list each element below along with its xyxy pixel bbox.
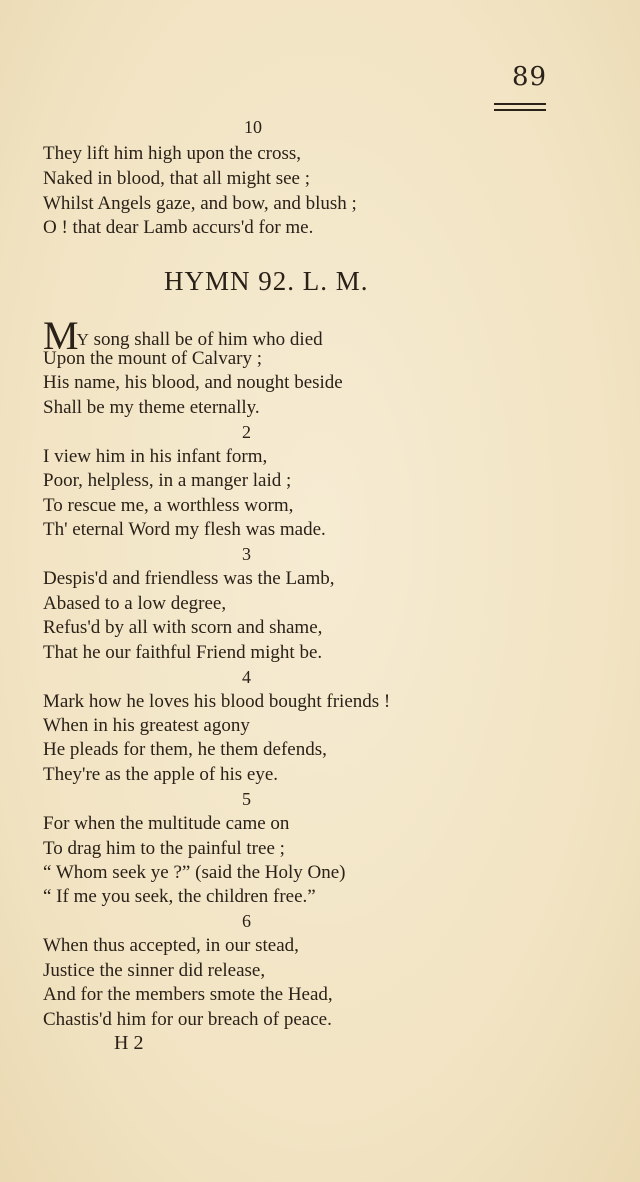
verse-line: Abased to a low degree, [43, 593, 227, 614]
stanza-number: 6 [242, 911, 251, 931]
verse-line: When thus accepted, in our stead, [43, 935, 299, 956]
verse-line: Chastis'd him for our breach of peace. [43, 1009, 332, 1030]
stanza-number-10: 10 [244, 117, 262, 137]
verse-line: His name, his blood, and nought beside [43, 372, 343, 393]
verse-line: Refus'd by all with scorn and shame, [43, 617, 323, 638]
stanza-number: 3 [242, 544, 251, 564]
first-line-rest: song shall be of him who died [88, 329, 323, 350]
page-number: 89 [512, 62, 548, 92]
verse-line: Justice the sinner did release, [43, 960, 266, 981]
verse-line: To drag him to the painful tree ; [43, 838, 285, 859]
verse-line: They're as the apple of his eye. [43, 764, 279, 785]
drop-cap: M [43, 313, 77, 358]
verse-line: Mark how he loves his blood bought friends ! [43, 691, 391, 712]
verse-line: When in his greatest agony [43, 715, 250, 736]
verse-line: Upon the mount of Calvary ; [43, 348, 262, 369]
verse-line: And for the members smote the Head, [43, 984, 333, 1005]
stanza-number: 5 [242, 789, 251, 809]
header-rule-top [494, 103, 546, 105]
verse-line: For when the multitude came on [43, 813, 290, 834]
verse-line: Shall be my theme eternally. [43, 397, 260, 418]
signature-mark: H 2 [114, 1032, 144, 1054]
verse-line: That he our faithful Friend might be. [43, 642, 323, 663]
hymn-title: HYMN 92. L. M. [164, 266, 369, 296]
header-rule-bottom [494, 109, 546, 111]
verse-line: Th' eternal Word my flesh was made. [43, 519, 326, 540]
verse-line: O ! that dear Lamb accurs'd for me. [43, 217, 314, 238]
verse-line: To rescue me, a worthless worm, [43, 495, 294, 516]
stanza-number: 4 [242, 667, 251, 687]
verse-line: Naked in blood, that all might see ; [43, 168, 311, 189]
stanza-number: 2 [242, 422, 251, 442]
verse-line: “ Whom seek ye ?” (said the Holy One) [43, 862, 346, 883]
small-cap: Y [76, 330, 89, 349]
verse-line: He pleads for them, he them defends, [43, 739, 327, 760]
verse-line: They lift him high upon the cross, [43, 143, 302, 164]
verse-line: I view him in his infant form, [43, 446, 268, 467]
verse-line: “ If me you seek, the children free.” [43, 886, 316, 907]
verse-line: Poor, helpless, in a manger laid ; [43, 470, 292, 491]
verse-line: Despis'd and friendless was the Lamb, [43, 568, 335, 589]
verse-line: Whilst Angels gaze, and bow, and blush ; [43, 193, 357, 214]
